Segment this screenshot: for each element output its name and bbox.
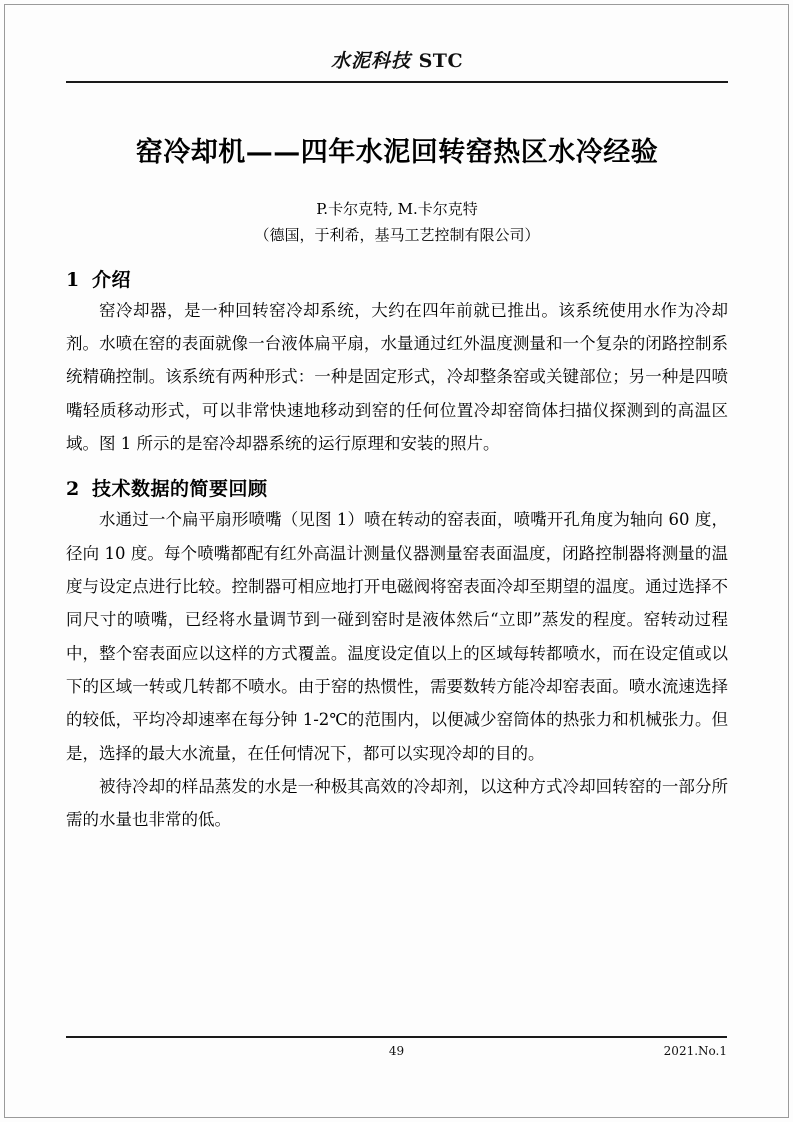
section-title-2: 技术数据的简要回顾: [92, 478, 268, 501]
footer-page-number: 49: [388, 1044, 405, 1058]
header-divider: [66, 81, 728, 83]
section-number-2: 2: [66, 478, 80, 501]
section-1-paragraph-1: 窑冷却器，是一种回转窑冷却系统，大约在四年前就已推出。该系统使用水作为冷却剂。水喷在窑的表面就像一台液体扁平扇，水量通过红外温度测量和一个复杂的闭路控制系统精确控制。该系统有两种形式：一种是固定形式，冷却整条窑或关键部位；另一种是四喷嘴轻质移动形式，可以非常快速地移动到窑的任何位置冷却窑筒体扫描仪探测到的高温区域。图 1 所示的是窑冷却器系统的运行原理和安装的照片。: [66, 300, 728, 453]
footer-issue: 2021.No.1: [663, 1044, 727, 1058]
running-head-journal-en: STC: [418, 50, 464, 72]
section-2-paragraph-2: 被待冷却的样品蒸发的水是一种极其高效的冷却剂，以这种方式冷却回转窑的一部分所需的水量也非常的低。: [66, 776, 728, 830]
section-heading-2: [66, 474, 728, 501]
author-list: P.卡尔克特, M.卡尔克特: [316, 200, 478, 219]
page-footer: [66, 1044, 727, 1064]
footer-divider: [66, 1036, 727, 1038]
section-title-1: 介绍: [92, 268, 132, 291]
section-heading-1: [66, 265, 728, 292]
section-number-1: 1: [66, 268, 80, 291]
page-content: [66, 0, 728, 1122]
running-head: [66, 46, 728, 73]
section-2-paragraph-1: 水通过一个扁平扇形喷嘴（见图 1）喷在转动的窑表面，喷嘴开孔角度为轴向 60 度，径向 10 度。每个喷嘴都配有红外高温计测量仪器测量窑表面温度，闭路控制器将测量的温度与设定点进行比较。控制器可相应地打开电磁阀将窑表面冷却至期望的温度。通过选择不同尺寸的喷嘴，已经将水量调节到一碰到窑时是液体然后“立即”蒸发的程度。窑转动过程中，整个窑表面应以这样的方式覆盖。温度设定值以上的区域每转都喷水，而在设定值或以下的区域一转或几转都不喷水。由于窑的热惯性，需要数转方能冷却窑表面。喷水流速选择的较低，平均冷却速率在每分钟 1-2℃的范围内，以便减少窑筒体的热张力和机械张力。但是，选择的最大水流量，在任何情况下，都可以实现冷却的目的。: [66, 510, 728, 763]
running-head-journal-cn: 水泥科技: [330, 50, 411, 72]
author-affiliation: （德国，于利希，基马工艺控制有限公司）: [254, 226, 540, 245]
page-title: 窑冷却机——四年水泥回转窑热区水冷经验: [135, 137, 659, 168]
